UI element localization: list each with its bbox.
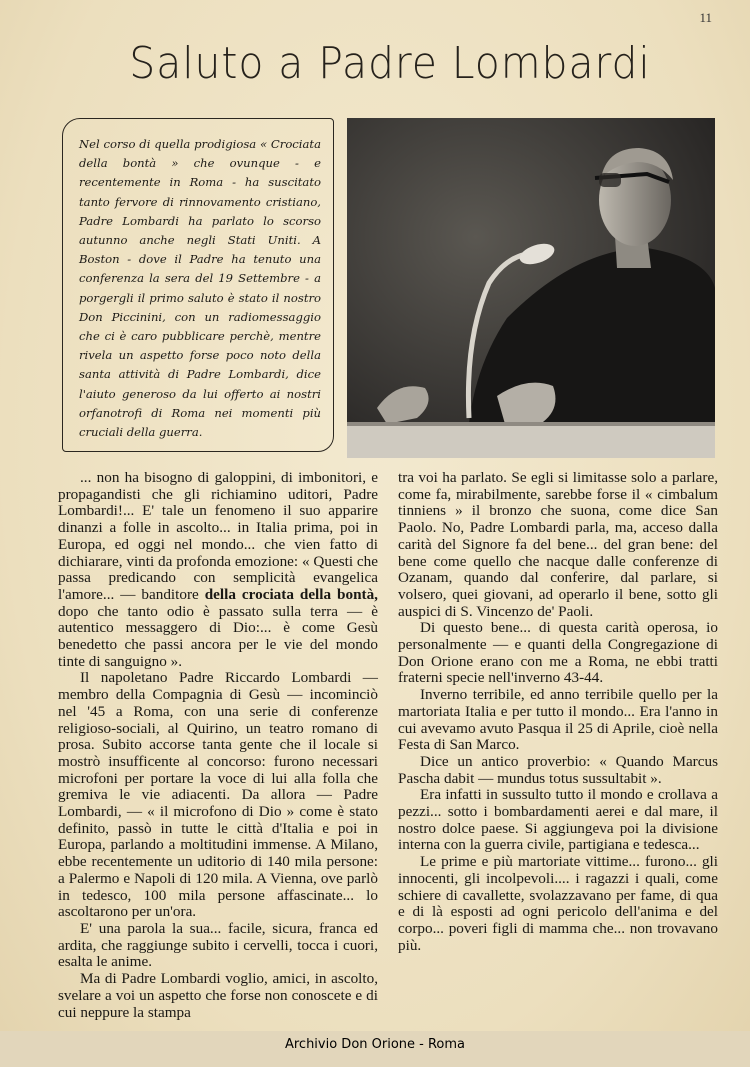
bold-phrase: della crociata della bontà, (204, 585, 378, 603)
podium (347, 422, 715, 458)
intro-text: Nel corso di quella prodigiosa « Crociata della bontà » che ovunque - e recentemente in Roma - ha suscitato tanto fervore di rinnovamento cristiano, Padre Lombardi ha parlato lo scorso autunno anche negli Stati Uniti. A Boston - dove il Padre ha tenuto una conferenza la sera del 19 Settembre - a porgergli il primo saluto è stato il nostro Don Piccinini, con un radiomessaggio che ci è caro pubblicare perchè, mentre rivela un aspetto forse poco noto della santa attività di Padre Lombardi, dice l'aiuto generoso da lui offerto ai nostri orfanotrofi di Roma nei momenti più cruciali della guerra. (79, 137, 321, 440)
paragraph: Di questo bene... di questa carità operosa, io personalmente — e quanti della Congregazione di Don Orione erano con me a Roma, ne ebbi tratti fraterni specie nell'inverno 43-44. (398, 619, 718, 687)
paragraph: Inverno terribile, ed anno terribile quello per la martoriata Italia e per tutto il mondo... Era l'anno in cui avevamo avuto Pasqua il 25 di Aprile, cioè nella Festa di San Marco. (398, 686, 718, 754)
glasses-lens (599, 173, 621, 187)
intro-box (62, 118, 334, 452)
paragraph: tra voi ha parlato. Se egli si limitasse solo a parlare, come fa, mirabilmente, sarebbe forse il « cimbalum tinniens » il bronzo che suona, come dice San Paolo. No, Padre Lombardi parla, ma, acceso dalla carità del Signore fa del bene... del gran bene: del bene come quello che nacque dalle conferenze di Ozanam, quando dal conferire, dal parlare, si volsero, quei giovani, ad operarlo il bene, sotto gli auspici di S. Vincenzo de' Paoli. (398, 469, 718, 620)
photo-illustration (347, 118, 715, 458)
paragraph (58, 470, 378, 670)
photo-padre-lombardi (347, 118, 715, 458)
article-column-left (58, 470, 378, 1021)
article-column-right (398, 470, 718, 954)
paragraph: E' una parola la sua... facile, sicura, franca ed ardita, che raggiunge subito i cervelli, tocca i cuori, esalta le anime. (58, 919, 378, 971)
paragraph: Ma di Padre Lombardi voglio, amici, in ascolto, svelare a voi un aspetto che forse non conoscete e di cui neppure la stampa (58, 970, 378, 1021)
paragraph: Il napoletano Padre Riccardo Lombardi — membro della Compagnia di Gesù — incominciò nel '45 a Roma, con una serie di conferenze religioso-sociali, al Quirino, un teatro romano di prosa. Subito accorse tanta gente che il locale si mostrò insufficente al concorso: furono necessari microfoni per portare la voce di lui alla folla che gremiva le vie adiacenti. Da allora — Padre Lombardi, — « il microfono di Dio » come è stato definito, passò in tutte le città d'Italia e poi in Europa, parlando a moltitudini immense. A Milano, ebbe recentemente un uditorio di 140 mila persone: a Palermo e Napoli di 120 mila. A Vienna, ove parlò in tedesco, 100 mila persone affascinate... lo ascoltarono per un'ora. (58, 669, 378, 921)
page-number: 11 (699, 10, 712, 25)
paragraph: Le prime e più martoriate vittime... furono... gli innocenti, gli incolpevoli.... i ragazzi i quali, come schiere di cavallette, svolazzavano per fame, di qua e di là esposti ad ogni pericolo dell'anima e del corpo... poveri figli di mamma che... non trovavano più. (398, 853, 718, 954)
paragraph-text: ... non ha bisogno di galoppini, di imbonitori, e propagandisti che gli richiamino uditori, Padre Lombardi!... E' tale un fenomeno il suo apparire dinanzi a folle in ascolto... in Italia prima, poi in Europa, ed oggi nel mondo... che vien fatto di dichiarare, vinti da profonda emozione: « Questi che passa predicando con semplicità evangelica l'amore... — banditore (58, 469, 378, 603)
page-title: Saluto a Padre Lombardi (129, 38, 651, 89)
podium-edge (347, 422, 715, 426)
paragraph: Era infatti in sussulto tutto il mondo e crollava a pezzi... sotto i bombardamenti aerei e dal mare, il nostro dolce paese. Si aggiungeva poi la divisione interna con la guerra civile, partigiana e tedesca... (398, 786, 718, 854)
archive-footer (0, 1031, 750, 1067)
article-body (58, 469, 718, 1021)
archive-label: Archivio Don Orione - Roma (284, 1037, 466, 1052)
paragraph-text: dopo che tanto odio è passato sulla terra — è autentico messaggero di Dio:... è come Gesù benedetto che passi ancora per le vie del mondo tinte di sanguigno ». (58, 602, 378, 670)
paragraph: Dice un antico proverbio: « Quando Marcus Pascha dabit — mundus totus sussultabit ». (398, 752, 718, 787)
